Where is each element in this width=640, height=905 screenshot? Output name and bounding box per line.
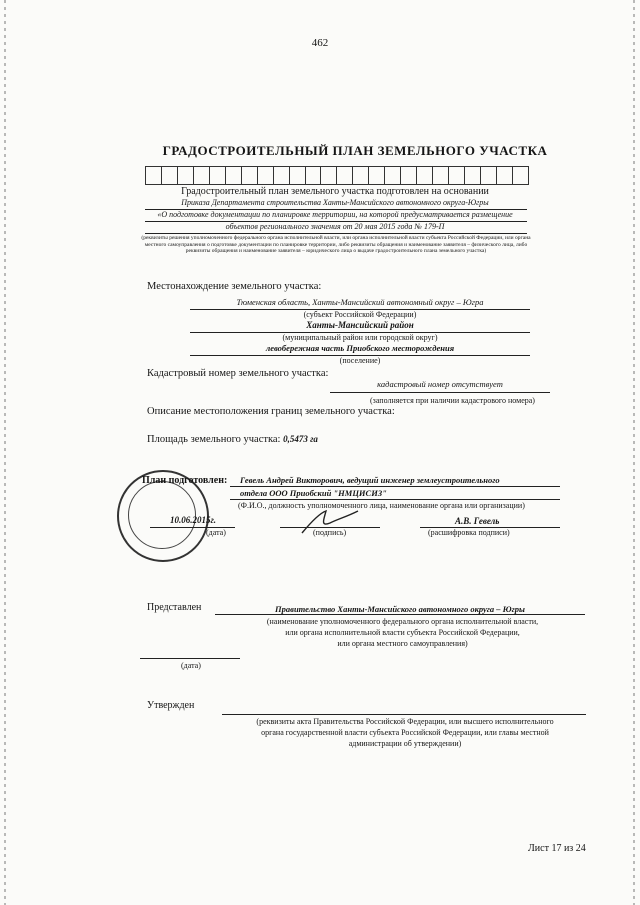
page-number: 462 — [311, 37, 329, 49]
settlement-caption: (поселение) — [339, 356, 381, 365]
prepared-label: План подготовлен: — [142, 475, 228, 486]
signature-caption: (подпись) — [313, 528, 347, 537]
location-district: Ханты-Мансийский район — [306, 320, 414, 330]
location-label: Местонахождение земельного участка: — [147, 281, 322, 292]
cadastral-caption: (заполняется при наличии кадастрового номера) — [370, 396, 535, 405]
basis-heading: Градостроительный план земельного участка подготовлен на основании — [181, 186, 489, 197]
basis-order-line3: объектов регионального значения от 20 мая 2015 года № 179-П — [225, 222, 445, 231]
approved-caption-3: администрации об утверждении) — [348, 739, 462, 748]
area-row — [147, 434, 318, 445]
basis-order-line2: «О подготовке документации по планировке территории, на которой предусматривается размещение — [157, 210, 513, 219]
district-caption: (муниципальный район или городской округ) — [282, 333, 438, 342]
basis-caption: (реквизиты решения уполномоченного федерального органа исполнительной власти, или органа исполнительной власти субъекта Российской Федерации, или органа местного самоуправления о подготовке документации по планировке территории, либо реквизиты обращения и наименование заявителя – физического лица, либо реквизиты обращения и наименование заявителя – юридического лица о выдаче градостроительного плана земельного участка) — [141, 235, 531, 254]
approved-caption-1: (реквизиты акта Правительства Российской Федерации, или высшего исполнительного — [256, 717, 554, 726]
presented-date-caption: (дата) — [181, 661, 201, 670]
location-settlement: левобережная часть Приобского месторождения — [265, 343, 455, 353]
prepared-underline-1 — [230, 486, 560, 487]
area-value: 0,5473 га — [283, 434, 318, 444]
decoded-caption: (расшифровка подписи) — [428, 528, 510, 537]
cadastral-number-grid — [145, 166, 529, 185]
subject-caption: (субъект Российской Федерации) — [303, 310, 417, 319]
boundaries-label: Описание местоположения границ земельного участка: — [147, 406, 395, 417]
prepared-value-line1: Гевель Андрей Викторович, ведущий инженер землеустроительного — [240, 475, 500, 485]
presented-date-underline — [140, 658, 240, 659]
presented-caption-1: (наименование уполномоченного федерального органа исполнительной власти, — [266, 617, 539, 626]
prepared-date-caption: (дата) — [206, 528, 226, 537]
presented-label: Представлен — [147, 602, 202, 613]
prepared-caption: (Ф.И.О., должность уполномоченного лица, наименование органа или организации) — [238, 501, 525, 510]
location-subject: Тюменская область, Ханты-Мансийский автономный округ – Югра — [236, 297, 484, 307]
prepared-value-line2: отдела ООО Приобский "НМЦИСИЗ" — [240, 488, 387, 498]
approved-caption-2: органа государственной власти субъекта Российской Федерации, или главы местной — [261, 728, 549, 737]
prepared-date: 10.06.2015г. — [170, 515, 216, 525]
basis-underline-3 — [145, 233, 527, 234]
right-edge-scan-marks — [633, 0, 635, 905]
left-edge-scan-marks — [4, 0, 6, 905]
approved-underline — [222, 714, 586, 715]
basis-order-line1: Приказа Департамента строительства Ханты-Мансийского автономного округа-Югры — [181, 198, 489, 207]
cadastral-value: кадастровый номер отсутствует — [377, 379, 503, 389]
decoded-name: А.В. Гевель — [455, 516, 500, 526]
sheet-number: Лист 17 из 24 — [528, 843, 586, 854]
area-label: Площадь земельного участка: — [147, 434, 281, 445]
approved-label: Утвержден — [147, 700, 195, 711]
document-title: ГРАДОСТРОИТЕЛЬНЫЙ ПЛАН ЗЕМЕЛЬНОГО УЧАСТКА — [162, 143, 548, 158]
cadastral-underline — [330, 392, 550, 393]
presented-caption-2: или органа исполнительной власти субъекта Российской Федерации, — [285, 628, 520, 637]
presented-underline — [215, 614, 585, 615]
prepared-underline-2 — [230, 499, 560, 500]
presented-value: Правительство Ханты-Мансийского автономного округа – Югры — [275, 604, 525, 614]
presented-caption-3: или органа местного самоуправления) — [337, 639, 468, 648]
cadastral-label: Кадастровый номер земельного участка: — [147, 368, 329, 379]
